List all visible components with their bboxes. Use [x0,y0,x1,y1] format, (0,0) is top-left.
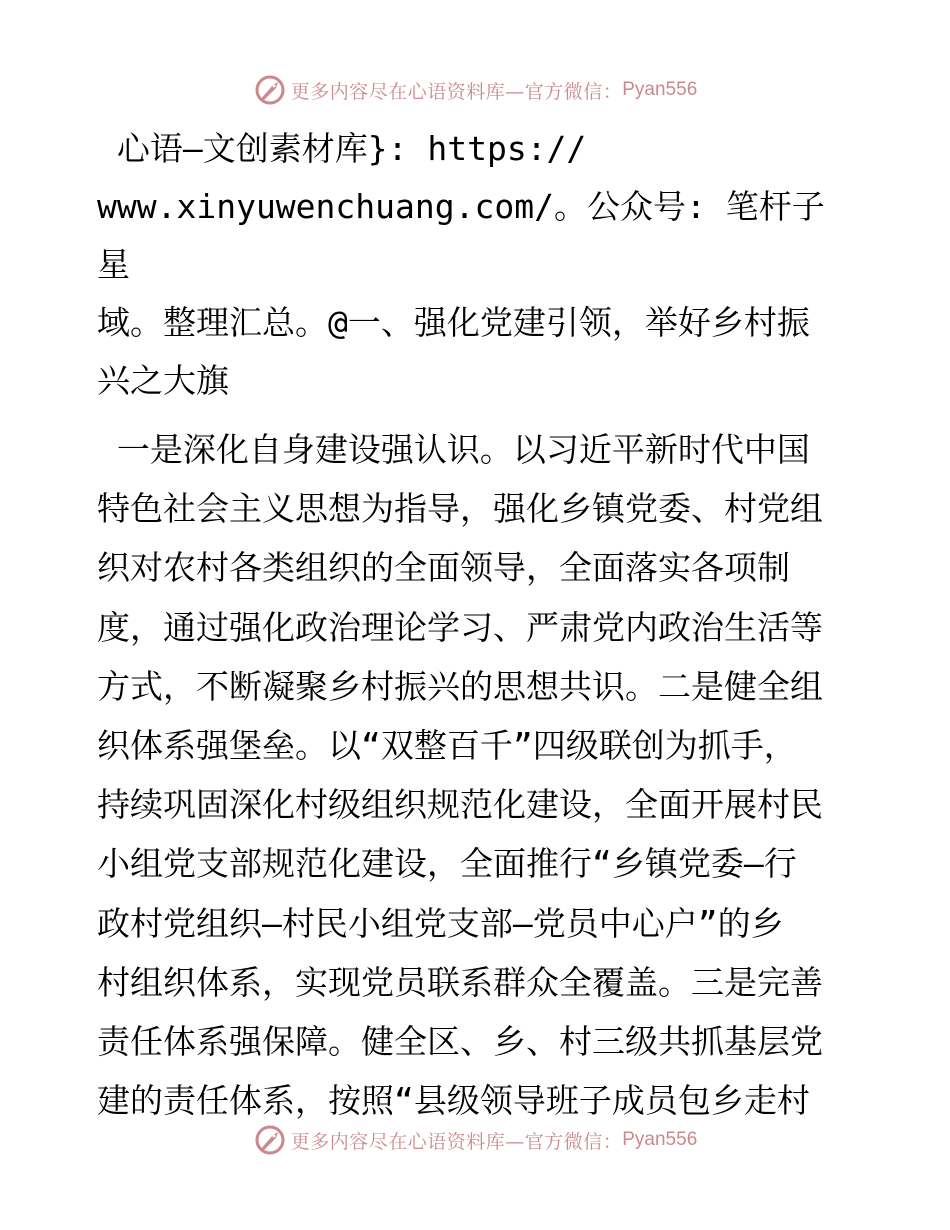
document-body [97,120,857,1130]
pen-nib-circle-icon [253,73,287,107]
watermark-wechat-id: Pyan556 [622,1129,698,1150]
watermark-wechat-id: Pyan556 [622,79,698,100]
intro-paragraph: 心语—文创素材库}: https:// www.xinyuwenchuang.com/。公众号: 笔杆子星 域。整理汇总。@一、强化党建引领，举好乡村振 兴之大旗 [97,129,825,400]
watermark-text: 更多内容尽在心语资料库—官方微信： [290,1130,623,1153]
watermark-text: 更多内容尽在心语资料库—官方微信： [290,80,623,103]
pen-nib-circle-icon [253,1123,287,1157]
body-paragraph: 一是深化自身建设强认识。以习近平新时代中国 特色社会主义思想为指导，强化乡镇党委、村党组 织对农村各类组织的全面领导，全面落实各项制 度，通过强化政治理论学习、严肃党内政治生活等 方式，不断凝聚乡村振兴的思想共识。二是健全组 织体系强堡垒。以“双整百千”四级联创为抓手， 持续巩固深化村级组织规范化建设，全面开展村民 小组党支部规范化建设，全面推行“乡镇党委—行 政村党组织—村民小组党支部—党员中心户”的乡 村组织体系，实现党员联系群众全覆盖。三是完善 责任体系强保障。健全区、乡、村三级共抓基层党 建的责任体系，按照“县级领导班子成员包乡走村 [97,430,823,1121]
header-watermark [0,70,950,110]
footer-watermark [0,1120,950,1160]
